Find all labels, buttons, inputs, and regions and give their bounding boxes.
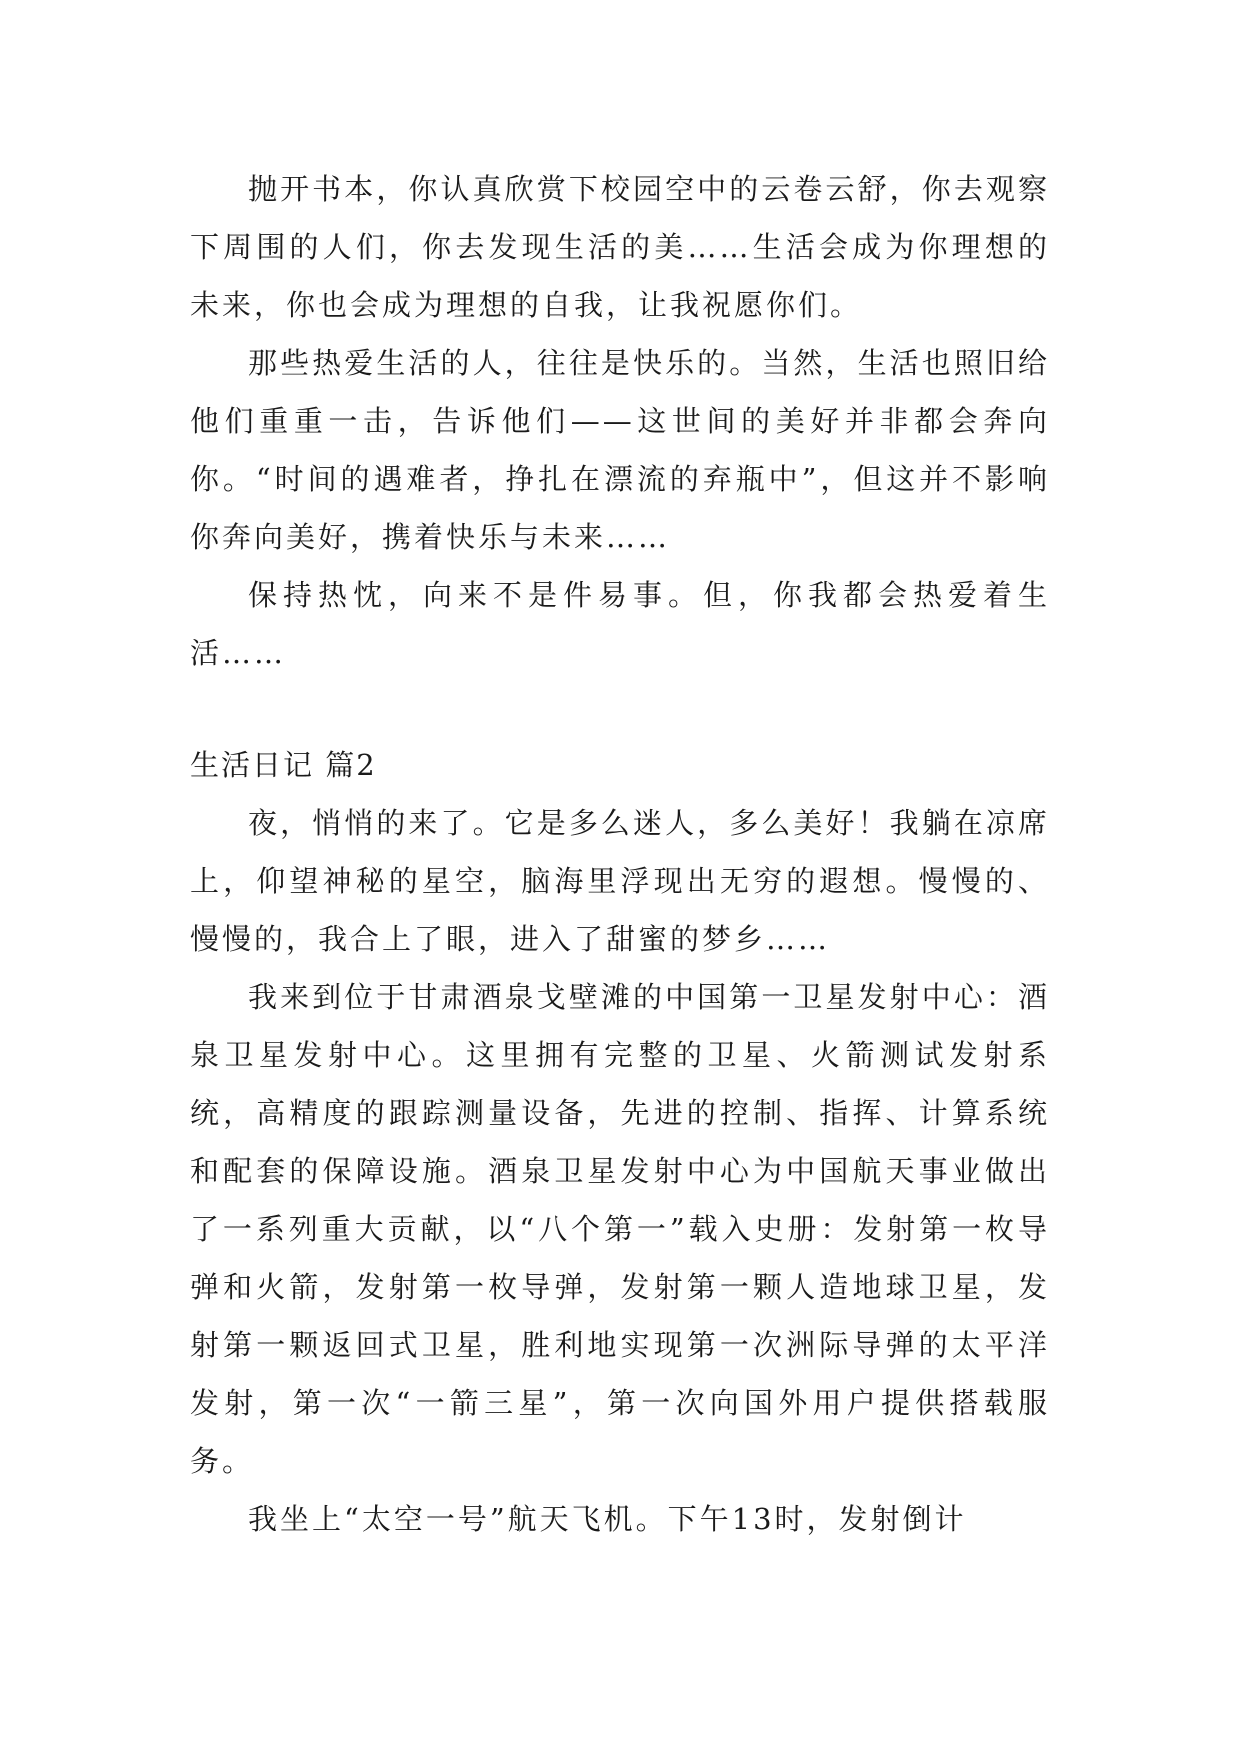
paragraph-space-shuttle: 我坐上“太空一号”航天飞机。下午13时，发射倒计 (248, 1502, 967, 1536)
document-body (190, 160, 1050, 1548)
section-spacer (190, 682, 1050, 736)
paragraph-night: 夜，悄悄的来了。它是多么迷人，多么美好！我躺在凉席上，仰望神秘的星空，脑海里浮现出无穷的遐想。慢慢的、慢慢的，我合上了眼，进入了甜蜜的梦乡…… (190, 806, 1050, 956)
paragraph-love-life: 那些热爱生活的人，往往是快乐的。当然，生活也照旧给他们重重一击，告诉他们——这世间的美好并非都会奔向你。“时间的遇难者，挣扎在漂流的弃瓶中”，但这并不影响你奔向美好，携着快乐与未来…… (190, 346, 1050, 554)
section-title: 生活日记 篇2 (190, 748, 377, 782)
paragraph-keep-passion: 保持热忱，向来不是件易事。但，你我都会热爱着生活…… (190, 578, 1050, 670)
paragraph-launch-center: 我来到位于甘肃酒泉戈壁滩的中国第一卫星发射中心：酒泉卫星发射中心。这里拥有完整的卫星、火箭测试发射系统，高精度的跟踪测量设备，先进的控制、指挥、计算系统和配套的保障设施。酒泉卫星发射中心为中国航天事业做出了一系列重大贡献，以“八个第一”载入史册：发射第一枚导弹和火箭，发射第一枚导弹，发射第一颗人造地球卫星，发射第一颗返回式卫星，胜利地实现第一次洲际导弹的太平洋发射，第一次“一箭三星”，第一次向国外用户提供搭载服务。 (190, 980, 1050, 1478)
paragraph-appreciate-life: 抛开书本，你认真欣赏下校园空中的云卷云舒，你去观察下周围的人们，你去发现生活的美……生活会成为你理想的未来，你也会成为理想的自我，让我祝愿你们。 (190, 172, 1050, 322)
